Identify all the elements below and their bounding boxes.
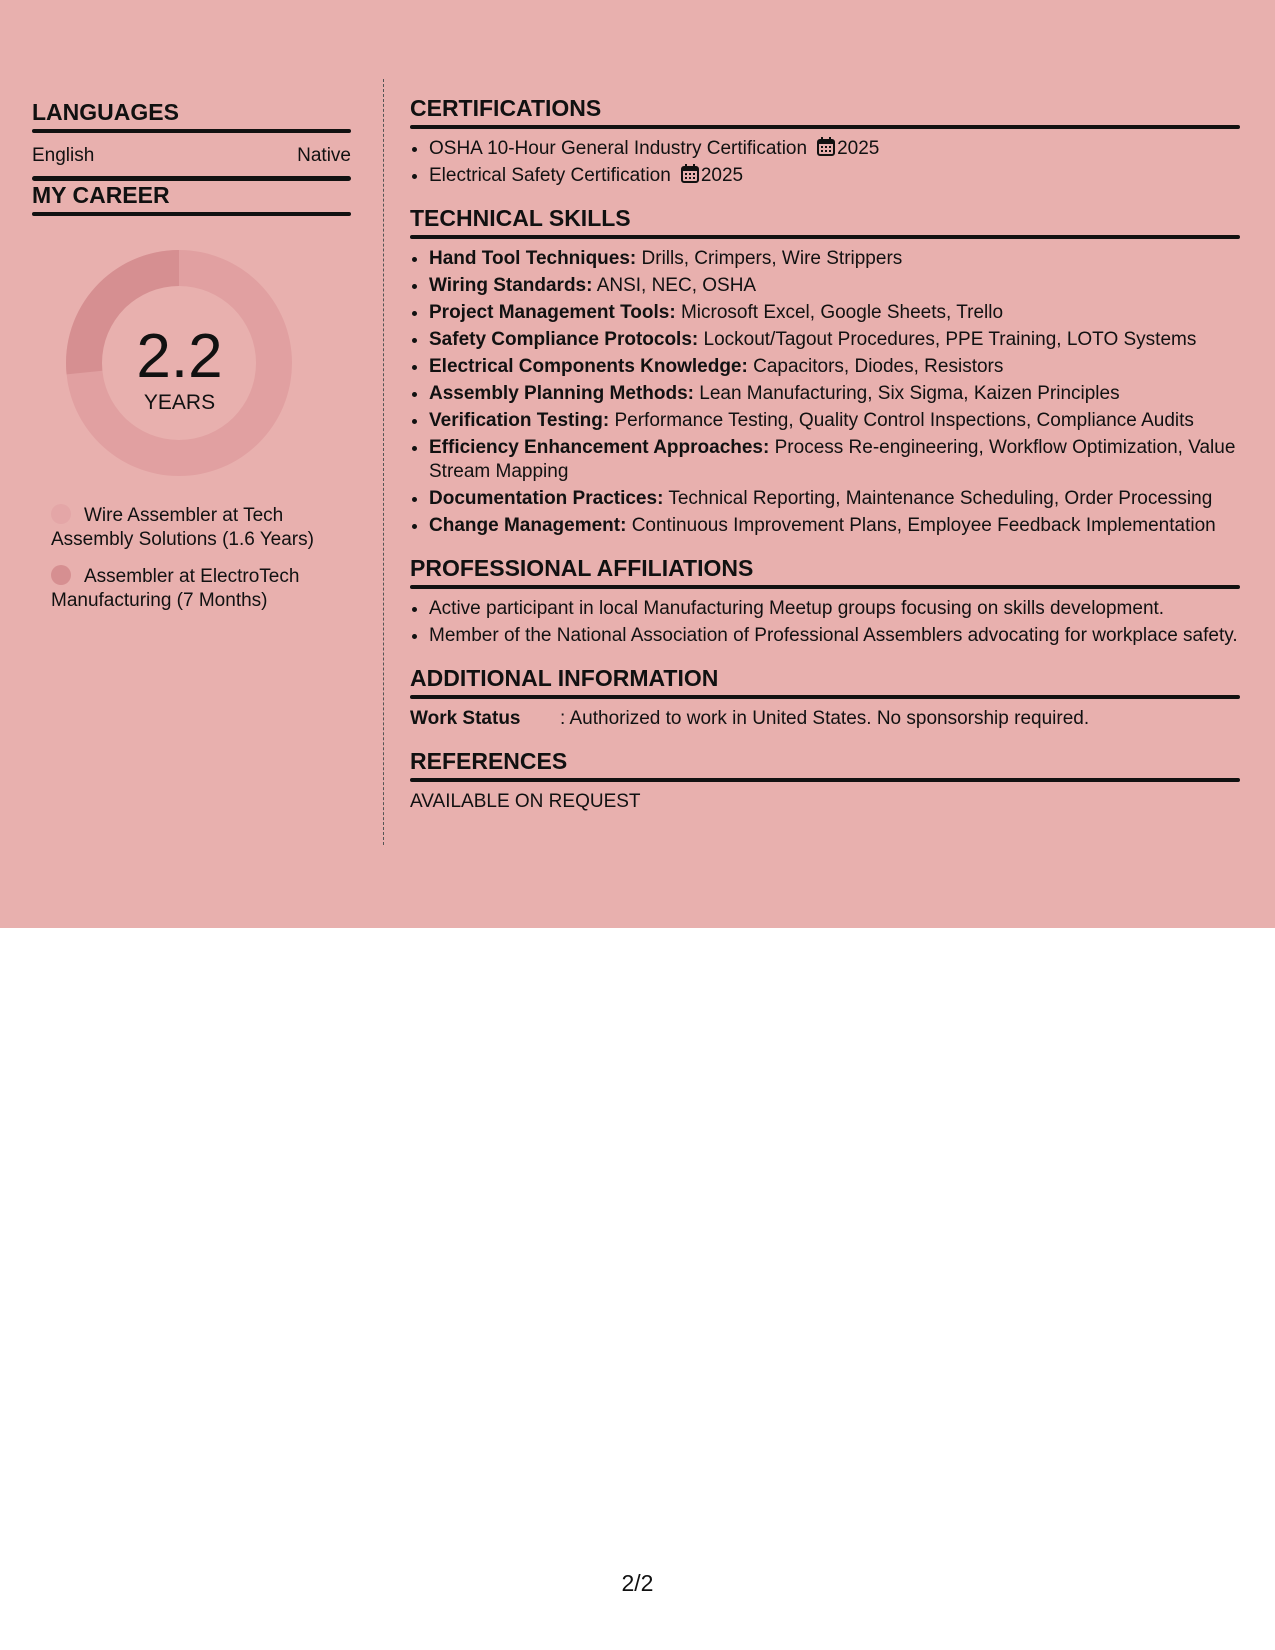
skill-value: Performance Testing, Quality Control Inspections, Compliance Audits (614, 410, 1194, 431)
career-heading: MY CAREER (32, 182, 170, 208)
references-rule (410, 778, 1240, 782)
skill-label: Electrical Components Knowledge: (429, 356, 748, 377)
list-item (429, 137, 1240, 161)
list-item: • Active participant in local Manufacturing Meetup groups focusing on skills development. (429, 597, 1240, 621)
career-rule (32, 212, 351, 216)
legend-item (51, 565, 351, 613)
skill-label: Documentation Practices: (429, 488, 664, 509)
career-legend (32, 504, 351, 613)
skill-value: Lean Manufacturing, Six Sigma, Kaizen Principles (699, 383, 1120, 404)
affiliations-heading: PROFESSIONAL AFFILIATIONS (410, 555, 754, 581)
skill-label: Efficiency Enhancement Approaches: (429, 437, 770, 458)
list-item (429, 382, 1240, 406)
list-item (429, 328, 1240, 352)
language-level: Native (297, 145, 351, 166)
list-item (429, 274, 1240, 298)
skill-value: Process Re-engineering, Workflow Optimization, Value Stream Mapping (429, 437, 1236, 482)
right-column (410, 94, 1240, 814)
certification-name: OSHA 10-Hour General Industry Certification (429, 138, 808, 159)
languages-heading: LANGUAGES (32, 99, 179, 125)
work-status-row (410, 707, 1240, 731)
work-status-value: : Authorized to work in United States. No sponsorship required. (560, 708, 1090, 729)
languages-rule (32, 129, 351, 133)
skill-label: Wiring Standards: (429, 275, 593, 296)
list-item (429, 164, 1240, 188)
skill-label: Safety Compliance Protocols: (429, 329, 699, 350)
certification-year: 2025 (837, 138, 880, 159)
certification-name: Electrical Safety Certification (429, 165, 671, 186)
legend-dot (51, 565, 71, 585)
skill-value: Technical Reporting, Maintenance Scheduling, Order Processing (668, 488, 1213, 509)
work-status-label: Work Status (410, 708, 521, 729)
language-name: English (32, 145, 95, 166)
skill-label: Change Management: (429, 515, 627, 536)
skill-value: Microsoft Excel, Google Sheets, Trello (680, 302, 1004, 323)
list-item (429, 436, 1240, 484)
references-text: AVAILABLE ON REQUEST (410, 791, 641, 812)
skills-heading: TECHNICAL SKILLS (410, 205, 631, 231)
skill-label: Assembly Planning Methods: (429, 383, 694, 404)
certifications-heading: CERTIFICATIONS (410, 95, 602, 121)
career-total-unit: YEARS (143, 391, 216, 414)
skills-list (410, 247, 1240, 538)
skill-value: Drills, Crimpers, Wire Strippers (641, 248, 903, 269)
references-heading: REFERENCES (410, 748, 568, 774)
affiliations-list (410, 597, 1240, 648)
legend-dot (51, 504, 71, 524)
additional-heading: ADDITIONAL INFORMATION (410, 665, 719, 691)
career-donut-chart (32, 250, 351, 490)
affiliations-rule (410, 585, 1240, 589)
list-item (429, 487, 1240, 511)
page-number: 2/2 (621, 1570, 654, 1596)
list-item: • Member of the National Association of Professional Assemblers advocating for workplace safety. (429, 624, 1240, 648)
additional-rule (410, 695, 1240, 699)
column-divider (383, 79, 384, 845)
skill-value: Lockout/Tagout Procedures, PPE Training, LOTO Systems (703, 329, 1197, 350)
legend-label: Wire Assembler at Tech Assembly Solutions (1.6 Years) (51, 505, 314, 550)
skill-value: Capacitors, Diodes, Resistors (753, 356, 1004, 377)
list-item (429, 409, 1240, 433)
certifications-rule (410, 125, 1240, 129)
certifications-list (410, 137, 1240, 188)
career-total-value: 2.2 (136, 322, 223, 391)
list-item (429, 355, 1240, 379)
calendar-icon (817, 137, 835, 156)
list-item (429, 247, 1240, 271)
skill-label: Hand Tool Techniques: (429, 248, 637, 269)
left-column (32, 98, 351, 626)
list-item (429, 514, 1240, 538)
language-row (32, 144, 351, 168)
calendar-icon (681, 164, 699, 183)
skill-label: Verification Testing: (429, 410, 610, 431)
skill-label: Project Management Tools: (429, 302, 676, 323)
skill-value: Continuous Improvement Plans, Employee Feedback Implementation (631, 515, 1216, 536)
skill-value: ANSI, NEC, OSHA (596, 275, 757, 296)
legend-item (51, 504, 351, 552)
certification-year: 2025 (700, 165, 744, 186)
list-item (429, 301, 1240, 325)
skills-rule (410, 235, 1240, 239)
legend-label: Assembler at ElectroTech Manufacturing (7 Months) (51, 566, 300, 611)
